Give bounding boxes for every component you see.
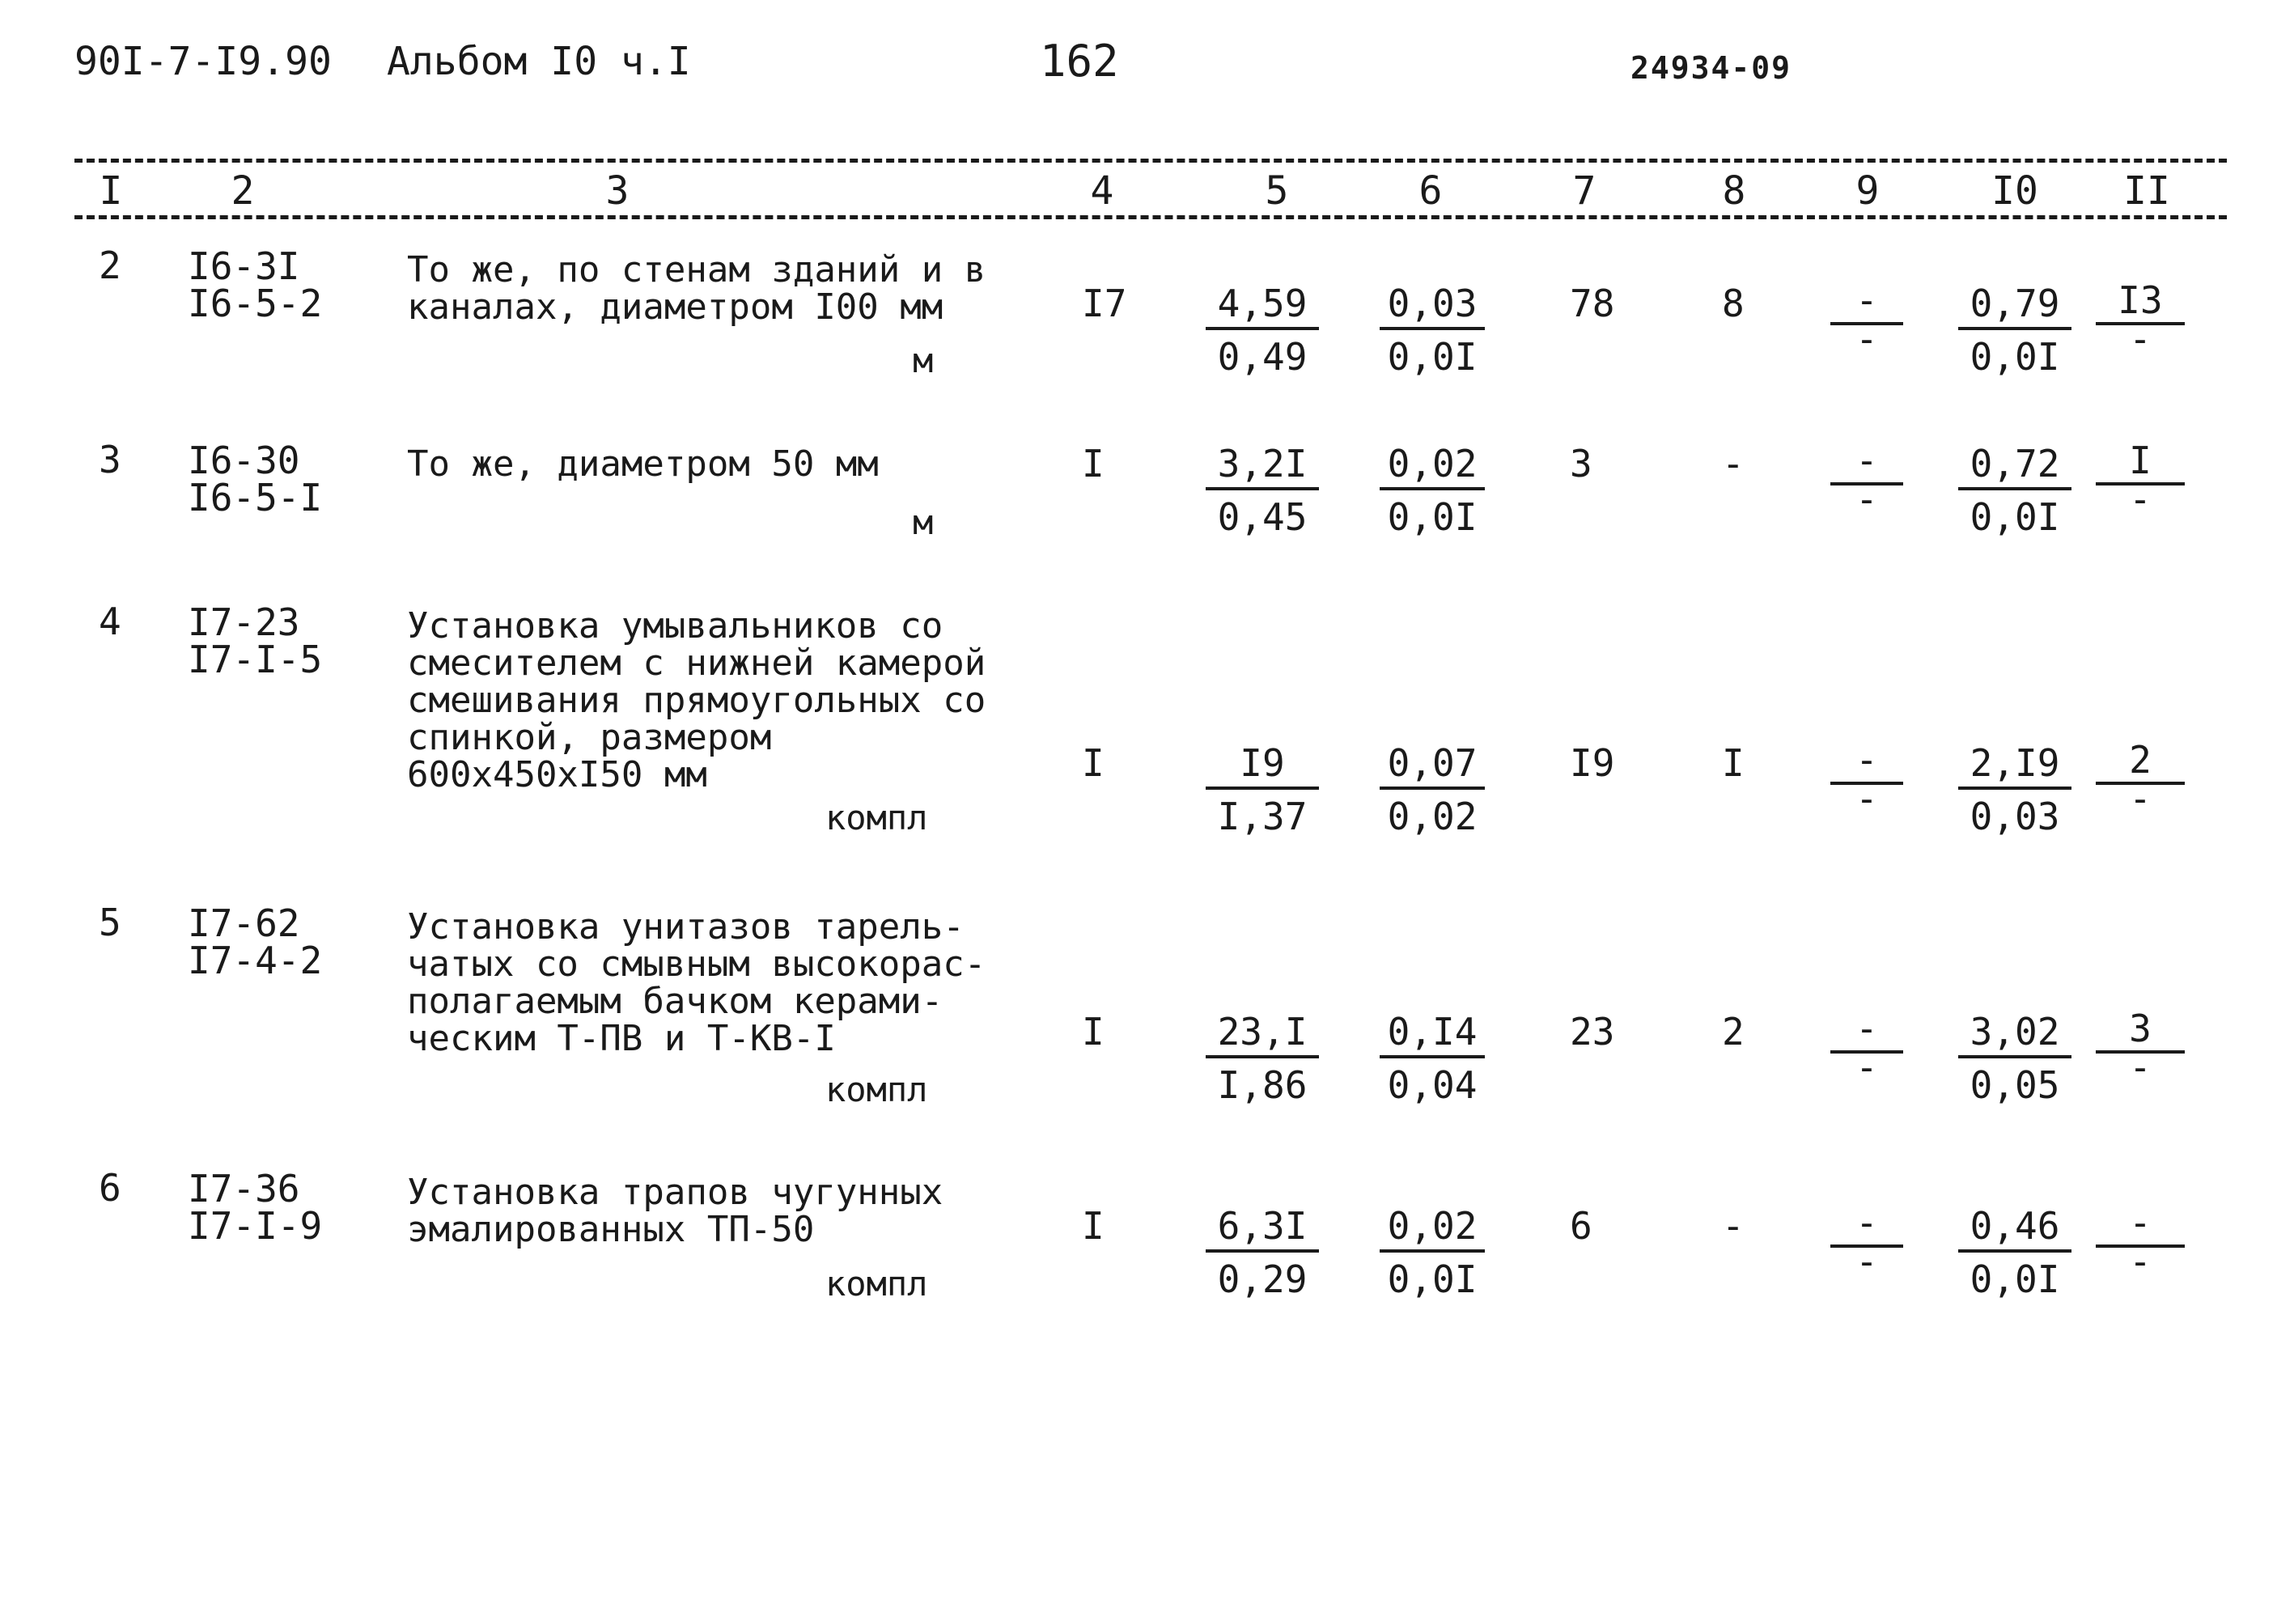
column-number: 5 <box>1265 168 1289 214</box>
column-number: 2 <box>231 168 255 214</box>
row-number: 2 <box>99 244 121 287</box>
wages-fraction-denominator: 0,0I <box>1387 1257 1478 1301</box>
unit-cost-fraction <box>1206 282 1319 379</box>
labor-hours-fraction-numerator: 0,79 <box>1958 285 2071 330</box>
work-description: То же, по стенам зданий и в каналах, диаметром I00 мм <box>407 249 986 328</box>
total-labor-fraction <box>2096 278 2185 361</box>
total-labor-fraction-numerator: 3 <box>2129 1007 2152 1050</box>
row-number: 6 <box>99 1166 121 1210</box>
machine-cost-fraction-denominator: - <box>1855 1240 1878 1283</box>
machine-cost-fraction-numerator: - <box>1855 439 1878 482</box>
work-description: То же, диаметром 50 мм <box>407 443 879 485</box>
quantity-value: I7 <box>1082 282 1127 325</box>
total-cost-value: I9 <box>1570 741 1615 785</box>
unit-of-measure: компл <box>825 1070 928 1109</box>
machine-cost-fraction-denominator: - <box>1855 317 1878 361</box>
column-number: I0 <box>1991 168 2038 214</box>
wages-fraction-denominator: 0,0I <box>1387 335 1478 379</box>
norm-code: I7-62 <box>188 901 300 945</box>
wages-fraction-numerator: 0,07 <box>1380 744 1485 790</box>
column-number: I <box>99 168 123 214</box>
row-number: 4 <box>99 600 121 643</box>
norm-code-secondary: I7-I-9 <box>188 1204 323 1248</box>
labor-hours-fraction-numerator: 0,72 <box>1958 445 2071 490</box>
machine-cost-fraction <box>1830 1201 1903 1283</box>
wages-fraction-numerator: 0,I4 <box>1380 1013 1485 1058</box>
labor-hours-fraction-numerator: 0,46 <box>1958 1207 2071 1253</box>
total-cost-value: 78 <box>1570 282 1615 325</box>
norm-code-secondary: I7-I-5 <box>188 638 323 681</box>
machine-cost-fraction <box>1830 278 1903 361</box>
total-labor-fraction <box>2096 1201 2185 1283</box>
wages-fraction <box>1380 1010 1485 1107</box>
total-labor-fraction <box>2096 439 2185 521</box>
unit-cost-fraction-numerator: 4,59 <box>1206 285 1319 330</box>
total-labor-fraction-denominator: - <box>2129 777 2152 820</box>
total-labor-fraction <box>2096 1007 2185 1089</box>
labor-hours-fraction <box>1958 1204 2071 1301</box>
unit-cost-fraction-numerator: 3,2I <box>1206 445 1319 490</box>
total-labor-fraction-numerator: 2 <box>2129 738 2152 782</box>
header-rule-top <box>74 159 2227 163</box>
total-cost-value: 23 <box>1570 1010 1615 1054</box>
norm-code: I6-3I <box>188 244 300 288</box>
labor-hours-fraction-denominator: 0,05 <box>1970 1063 2060 1107</box>
unit-cost-fraction-denominator: I,86 <box>1217 1063 1308 1107</box>
labor-hours-fraction-numerator: 2,I9 <box>1958 744 2071 790</box>
page-number: 162 <box>1040 36 1119 87</box>
machine-cost-fraction-numerator: - <box>1855 1007 1878 1050</box>
total-labor-fraction-numerator: - <box>2129 1201 2152 1245</box>
quantity-value: I <box>1082 442 1105 486</box>
labor-hours-fraction <box>1958 442 2071 539</box>
norm-code: I7-36 <box>188 1167 300 1211</box>
machine-cost-fraction-numerator: - <box>1855 278 1878 322</box>
unit-of-measure: компл <box>825 798 928 837</box>
norm-code-secondary: I6-5-I <box>188 476 323 519</box>
unit-cost-fraction-numerator: I9 <box>1206 744 1319 790</box>
total-wages-value: 8 <box>1722 282 1745 325</box>
total-labor-fraction-denominator: - <box>2129 477 2152 521</box>
unit-cost-fraction <box>1206 1204 1319 1301</box>
labor-hours-fraction-numerator: 3,02 <box>1958 1013 2071 1058</box>
unit-of-measure: м <box>913 502 934 542</box>
total-wages-value: - <box>1722 1204 1745 1248</box>
unit-cost-fraction-numerator: 6,3I <box>1206 1207 1319 1253</box>
work-description: Установка умывальников со смесителем с нижней камерой смешивания прямоугольных со спинкой, размером 600x450xI50 мм <box>407 605 986 795</box>
work-description: Установка унитазов тарель- чатых со смывным высокорас- полагаемым бачком керами- ческим Т-ПВ и Т-КВ-I <box>407 906 986 1059</box>
machine-cost-fraction <box>1830 1007 1903 1089</box>
total-labor-fraction-denominator: - <box>2129 317 2152 361</box>
unit-of-measure: м <box>913 341 934 380</box>
wages-fraction-denominator: 0,02 <box>1387 795 1478 838</box>
machine-cost-fraction-denominator: - <box>1855 1045 1878 1089</box>
quantity-value: I <box>1082 741 1105 785</box>
row-number: 3 <box>99 438 121 481</box>
work-description: Установка трапов чугунных эмалированных ТП-50 <box>407 1172 943 1250</box>
total-labor-fraction-numerator: I <box>2129 439 2152 482</box>
unit-cost-fraction-denominator: I,37 <box>1217 795 1308 838</box>
total-wages-value: - <box>1722 442 1745 486</box>
norm-code-secondary: I6-5-2 <box>188 282 323 325</box>
labor-hours-fraction-denominator: 0,0I <box>1970 495 2060 539</box>
total-cost-value: 3 <box>1570 442 1592 486</box>
wages-fraction <box>1380 741 1485 838</box>
machine-cost-fraction <box>1830 738 1903 820</box>
total-labor-fraction-denominator: - <box>2129 1045 2152 1089</box>
album-label: Альбом I0 ч.I <box>387 39 691 84</box>
column-number: II <box>2123 168 2170 214</box>
labor-hours-fraction <box>1958 1010 2071 1107</box>
unit-cost-fraction-denominator: 0,45 <box>1217 495 1308 539</box>
document-code: 90I-7-I9.90 <box>74 39 332 84</box>
document-id: 24934-09 <box>1630 50 1792 86</box>
header-rule-bottom <box>74 215 2227 219</box>
column-number: 4 <box>1090 168 1114 214</box>
unit-cost-fraction-denominator: 0,49 <box>1217 335 1308 379</box>
norm-code-secondary: I7-4-2 <box>188 939 323 982</box>
wages-fraction-numerator: 0,02 <box>1380 1207 1485 1253</box>
wages-fraction <box>1380 442 1485 539</box>
unit-cost-fraction <box>1206 442 1319 539</box>
total-labor-fraction-denominator: - <box>2129 1240 2152 1283</box>
norm-code: I6-30 <box>188 439 300 482</box>
wages-fraction-numerator: 0,03 <box>1380 285 1485 330</box>
column-number: 9 <box>1855 168 1880 214</box>
unit-cost-fraction <box>1206 1010 1319 1107</box>
labor-hours-fraction-denominator: 0,03 <box>1970 795 2060 838</box>
unit-cost-fraction-denominator: 0,29 <box>1217 1257 1308 1301</box>
unit-cost-fraction <box>1206 741 1319 838</box>
labor-hours-fraction-denominator: 0,0I <box>1970 1257 2060 1301</box>
machine-cost-fraction-denominator: - <box>1855 477 1878 521</box>
labor-hours-fraction-denominator: 0,0I <box>1970 335 2060 379</box>
quantity-value: I <box>1082 1204 1105 1248</box>
total-labor-fraction-numerator: I3 <box>2118 278 2163 322</box>
labor-hours-fraction <box>1958 282 2071 379</box>
total-cost-value: 6 <box>1570 1204 1592 1248</box>
labor-hours-fraction <box>1958 741 2071 838</box>
column-number: 8 <box>1722 168 1746 214</box>
total-wages-value: I <box>1722 741 1745 785</box>
wages-fraction <box>1380 282 1485 379</box>
machine-cost-fraction-numerator: - <box>1855 1201 1878 1245</box>
unit-of-measure: компл <box>825 1264 928 1304</box>
machine-cost-fraction <box>1830 439 1903 521</box>
machine-cost-fraction-denominator: - <box>1855 777 1878 820</box>
quantity-value: I <box>1082 1010 1105 1054</box>
row-number: 5 <box>99 901 121 944</box>
wages-fraction-denominator: 0,04 <box>1387 1063 1478 1107</box>
norm-code: I7-23 <box>188 600 300 644</box>
column-number: 6 <box>1418 168 1443 214</box>
unit-cost-fraction-numerator: 23,I <box>1206 1013 1319 1058</box>
column-number: 7 <box>1572 168 1596 214</box>
wages-fraction-denominator: 0,0I <box>1387 495 1478 539</box>
wages-fraction-numerator: 0,02 <box>1380 445 1485 490</box>
total-labor-fraction <box>2096 738 2185 820</box>
machine-cost-fraction-numerator: - <box>1855 738 1878 782</box>
column-number: 3 <box>605 168 630 214</box>
total-wages-value: 2 <box>1722 1010 1745 1054</box>
wages-fraction <box>1380 1204 1485 1301</box>
